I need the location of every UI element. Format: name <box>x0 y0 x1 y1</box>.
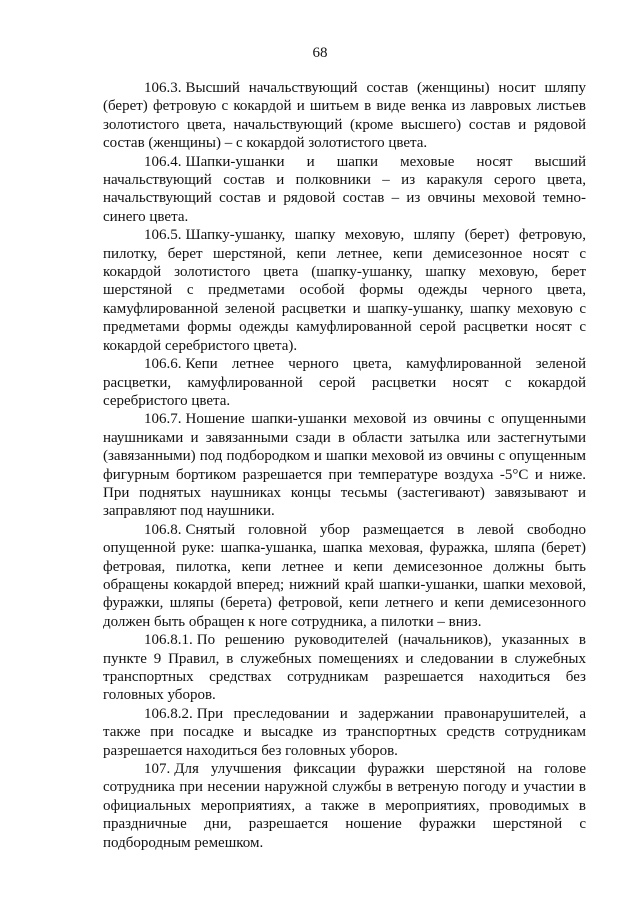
paragraph-number: 106.3. <box>144 80 182 96</box>
paragraph-107 <box>103 760 586 852</box>
paragraph-number: 106.4. <box>144 153 182 170</box>
paragraph-number: 106.6. <box>144 356 182 373</box>
paragraph-number: 107. <box>144 761 171 778</box>
paragraph-text: Ношение шапки-ушанки меховой из овчины с опущенными наушниками и завязанными сзади в области затылка или застегнутыми (завязанными) под подбородком и шапки меховой из овчины с опущенным фигурным бортиком разрешается при температуре воздуха -5°C и ниже. При поднятых наушниках концы тесьмы (застегивают) завязывают и заправляют под наушники. <box>103 411 586 520</box>
paragraph-text: При преследовании и задержании правонарушителей, а также при посадке и высадке из транспортных средств сотрудникам разрешается находиться без головных уборов. <box>103 705 586 759</box>
paragraph-106-8-1 <box>103 631 586 705</box>
page-number: 68 <box>312 45 328 61</box>
paragraph-text: Кепи летнее черного цвета, камуфлированной зеленой расцветки, камуфлированной серой расцветки носят с кокардой серебристого цвета. <box>103 356 586 409</box>
paragraph-text: Высший начальствующий состав (женщины) носит шляпу (берет) фетровую с кокардой и шитьем в виде венка из лавровых листьев золотистого цвета, начальствующий (кроме высшего) состав и рядовой состав (женщины) – с кокардой золотистого цвета. <box>103 80 586 152</box>
paragraph-106-7 <box>103 410 586 520</box>
paragraph-106-8 <box>103 521 586 631</box>
paragraph-106-8-2 <box>103 705 586 760</box>
paragraph-number: 106.8.1. <box>144 632 193 649</box>
paragraph-text: Снятый головной убор размещается в левой свободно опущенной руке: шапка-ушанка, шапка меховая, фуражка, шляпа (берет) фетровая, пилотка, кепи летнее и кепи демисезонное должны быть обращены кокардой вперед; нижний край шапки-ушанки, шапки меховой, фуражки, шляпы (берета) фетровой, кепи летнего и кепи демисезонного должен быть обращен к ноге сотрудника, а пилотки – вниз. <box>103 521 586 630</box>
paragraph-number: 106.8.2. <box>144 705 193 722</box>
paragraph-text: Шапку-ушанку, шапку меховую, шляпу (берет) фетровую, пилотку, берет шерстяной, кепи летнее, кепи демисезонное носят с кокардой золотистого цвета (шапку-ушанку, шапку меховую, берет шерстяной с предметами особой формы одежды черного цвета, камуфлированной зеленой расцветки и шапку-ушанку, шапку меховую с предметами формы одежды камуфлированной серой расцветки носят с кокардой серебристого цвета). <box>103 227 586 354</box>
paragraph-106-5 <box>103 226 586 355</box>
paragraph-text: Для улучшения фиксации фуражки шерстяной на голове сотрудника при несении наружной службы в ветреную погоду и участии в официальных мероприятиях, а также в мероприятиях, проводимых в праздничные дни, разрешается ношение фуражки шерстяной с подбородным ремешком. <box>103 761 586 851</box>
paragraph-number: 106.7. <box>144 411 182 428</box>
paragraph-text: Шапки-ушанки и шапки меховые носят высший начальствующий состав и полковники – из каракуля серого цвета, начальствующий состав и рядовой состав – из овчины меховой темно-синего цвета. <box>103 153 586 225</box>
paragraph-106-3 <box>103 79 586 153</box>
paragraph-text: По решению руководителей (начальников), указанных в пункте 9 Правил, в служебных помещениях и следовании в служебных транспортных средствах сотрудникам разрешается находиться без головных уборов. <box>103 632 586 704</box>
document-body <box>103 79 586 852</box>
paragraph-number: 106.5. <box>144 227 182 244</box>
paragraph-106-6 <box>103 355 586 410</box>
paragraph-number: 106.8. <box>144 521 182 538</box>
paragraph-106-4 <box>103 153 586 227</box>
